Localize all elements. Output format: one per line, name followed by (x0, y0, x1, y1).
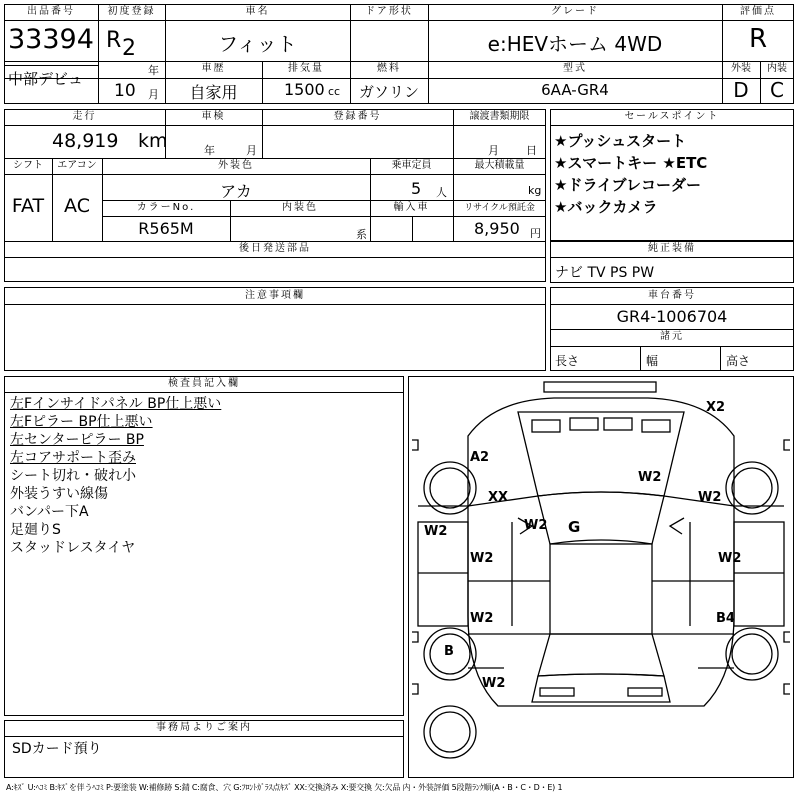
transfer-day-unit: 日 (526, 144, 537, 157)
damage-mark: B (444, 644, 454, 659)
capacity-label: 乗車定員 (391, 160, 432, 171)
fuel-label: 燃料 (377, 63, 401, 74)
inspection-label: 車検 (201, 111, 226, 122)
inspection-year-unit: 年 (204, 144, 215, 157)
exterior-color: アカ (220, 182, 252, 201)
damage-mark: B4 (716, 611, 735, 626)
car-name-label: 車名 (245, 6, 270, 17)
score-label: 評価点 (740, 6, 776, 17)
damage-mark: A2 (470, 450, 490, 465)
first-registration-label: 初度登録 (107, 6, 156, 17)
recycle-fee-label: リサイクル預託金 (464, 203, 535, 213)
height-label: 高さ (726, 354, 751, 368)
damage-mark: W2 (470, 551, 494, 566)
recycle-fee: 8,950 (474, 219, 520, 238)
damage-mark: W2 (482, 676, 506, 691)
door-type-label: ドア形状 (365, 6, 413, 17)
grade-label: グレード (551, 6, 599, 17)
fuel: ガソリン (358, 83, 419, 101)
mileage: 48,919 (52, 130, 119, 152)
sales-point: ★スマートキー ★ETC (554, 154, 708, 172)
car-diagram (408, 376, 794, 778)
legend: A:ｷｽﾞ U:ﾍｺﾐ B:ｷｽﾞを伴うﾍｺﾐ P:要塗装 W:補修跡 S:錆 C:腐食、穴 G:ﾌﾛﾝﾄｶﾞﾗｽ点ｷｽﾞ XX:交換済み X:要交換 欠:欠品 内・外装評価 5段階ﾗﾝｸ順(A・B・C・D・E) 1 (6, 783, 563, 792)
inspector-notes-label: 検査員記入欄 (168, 378, 240, 389)
lot-number-label: 出品番号 (27, 6, 75, 17)
registration-era: R (106, 28, 122, 53)
displacement-label: 排気量 (288, 63, 324, 74)
lot-number: 33394 (8, 24, 94, 55)
inspector-note: 左センターピラー BP (10, 432, 144, 448)
inspector-notes-list (10, 395, 221, 557)
chassis-number: GR4-1006704 (616, 307, 728, 326)
registration-era-year: 2 (122, 36, 136, 61)
damage-mark: G (568, 518, 581, 536)
inspection-month-unit: 月 (246, 144, 257, 157)
length-label: 長さ (555, 354, 580, 368)
damage-mark: W2 (524, 518, 548, 533)
sales-points-label: セールスポイント (624, 111, 720, 122)
inspector-note: 左Fインサイドパネル BP仕上悪い (10, 396, 222, 412)
history: 自家用 (189, 83, 238, 102)
damage-mark: W2 (424, 524, 448, 539)
exterior-score: D (733, 78, 749, 102)
import-label: 輸入車 (393, 202, 430, 213)
sales-point: ★ドライブレコーダー (554, 176, 701, 194)
inspector-note: スタッドレスタイヤ (10, 540, 136, 556)
displacement-unit: cc (328, 85, 341, 98)
inspector-note: 左Fピラー BP仕上悪い (10, 414, 153, 430)
plate-number-label: 登録番号 (333, 111, 382, 122)
interior-score-label: 内装 (767, 63, 787, 74)
model-code: 6AA-GR4 (541, 81, 609, 99)
color-number-label: カラーNo. (136, 202, 196, 213)
grade: e:HEVホーム 4WD (487, 32, 663, 56)
office-notice: SDカード預り (12, 741, 102, 757)
width-label: 幅 (646, 354, 659, 368)
sales-point: ★プッシュスタート (554, 132, 687, 150)
aircon: AC (64, 195, 90, 217)
damage-mark: W2 (718, 551, 742, 566)
inspector-note: シート切れ・破れ小 (10, 468, 136, 484)
registration-month: 10 (114, 81, 136, 101)
inspector-note: 外装うすい線傷 (10, 486, 108, 502)
transfer-deadline-label: 譲渡書類期限 (469, 111, 530, 122)
damage-mark: XX (488, 490, 509, 505)
aircon-label: エアコン (57, 160, 97, 171)
registration-month-unit: 月 (148, 88, 159, 101)
capacity-unit: 人 (436, 186, 447, 199)
inspector-note: 足廻りS (10, 522, 61, 538)
shift-label: シフト (13, 160, 43, 171)
car-name: フィット (218, 32, 297, 56)
interior-color-label: 内装色 (282, 202, 318, 213)
interior-color-unit: 系 (356, 228, 367, 241)
damage-mark: W2 (638, 470, 662, 485)
inspector-note: バンパー下A (10, 504, 89, 520)
transfer-month-unit: 月 (488, 144, 499, 157)
office-notice-label: 事務局よりご案内 (156, 722, 252, 733)
notes-label: 注意事項欄 (245, 290, 305, 301)
exterior-score-label: 外装 (731, 63, 751, 74)
venue-label: 中部デビュ (8, 70, 84, 88)
mileage-unit: km (138, 130, 168, 152)
inspector-note: 左コアサポート歪み (10, 450, 136, 466)
damage-mark: X2 (706, 400, 726, 415)
genuine-equipment-label: 純正装備 (648, 243, 696, 254)
exterior-color-label: 外装色 (218, 160, 254, 171)
sales-point: ★バックカメラ (554, 198, 658, 216)
recycle-fee-unit: 円 (530, 227, 541, 240)
color-number: R565M (138, 219, 194, 238)
capacity: 5 (411, 179, 422, 198)
shift: FAT (11, 195, 45, 217)
displacement: 1500 (284, 80, 325, 99)
registration-year-unit: 年 (148, 64, 159, 77)
genuine-equipment: ナビ TV PS PW (555, 265, 655, 281)
score: R (748, 24, 768, 54)
chassis-number-label: 車台番号 (648, 290, 696, 301)
history-label: 車歴 (201, 63, 226, 74)
max-load-unit: kg (528, 184, 542, 197)
damage-mark: W2 (698, 490, 722, 505)
interior-score: C (770, 78, 784, 102)
later-parts-label: 後日発送部品 (239, 243, 311, 254)
mileage-label: 走行 (72, 111, 97, 122)
specs-label: 諸元 (660, 331, 684, 342)
max-load-label: 最大積載量 (474, 160, 525, 171)
damage-mark: W2 (470, 611, 494, 626)
model-code-label: 型式 (563, 63, 587, 74)
